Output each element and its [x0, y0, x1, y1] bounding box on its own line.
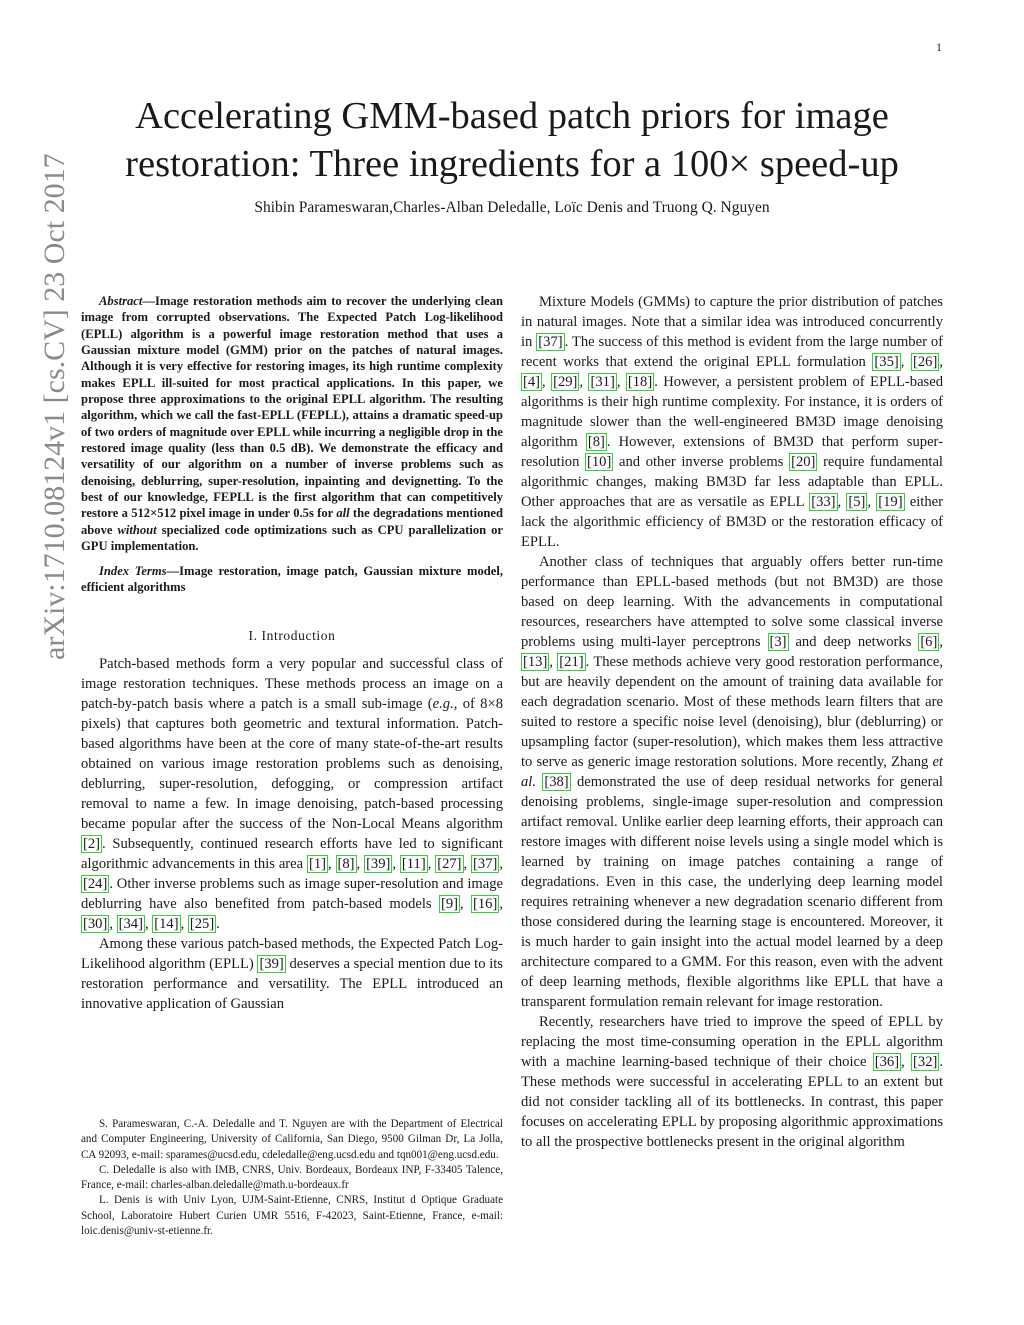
paragraph-text: . However, a persistent problem of EPLL-based algorithms is their high runtime complexity. For instance, it is orders of magnitude slower than the well-engineered BM3D image denoising algorithm — [521, 374, 944, 450]
citation-link[interactable]: [32] — [913, 1054, 938, 1070]
index-terms-label: Index Terms — [99, 563, 167, 578]
citation-link[interactable]: [21] — [559, 654, 584, 670]
citation-link[interactable]: [8] — [337, 856, 355, 873]
paragraph-text: . Subsequently, continued research efforts have led to significant algorithmic advancements in this area — [81, 836, 503, 873]
body-paragraph — [521, 1012, 943, 1152]
arxiv-identifier-text: arXiv:1710.08124v1 [cs.CV] 23 Oct 2017 — [38, 153, 71, 660]
citation-link[interactable]: [34] — [118, 916, 143, 933]
paragraph-text: Mixture Models (GMMs) to capture the prior distribution of patches in natural images. Note that a similar idea was introduced concurrently in — [521, 294, 943, 350]
paragraph-text: , — [542, 374, 552, 390]
citation-link[interactable]: [31] — [590, 374, 615, 390]
paragraph-text: , — [939, 634, 943, 650]
citation-link[interactable]: [24] — [83, 876, 108, 893]
citation-link[interactable]: [36] — [874, 1054, 900, 1070]
left-body — [81, 654, 503, 1014]
paragraph-text: , — [180, 916, 188, 933]
citation-link[interactable]: [6] — [920, 634, 938, 650]
body-paragraph — [81, 654, 503, 934]
title-line-1: Accelerating GMM-based patch priors for image — [135, 95, 889, 137]
paragraph-text: , — [463, 856, 472, 873]
paragraph-text: , — [901, 1054, 912, 1070]
abstract-label: Abstract — [99, 294, 143, 308]
citation-link[interactable]: [26] — [913, 354, 938, 370]
citation-link[interactable]: [13] — [523, 654, 548, 670]
paragraph-text: require fundamental algorithmic changes, making BM3D far less adaptable than EPLL. Other approaches that are as versatile as EPLL — [521, 454, 943, 510]
left-column — [81, 293, 503, 1014]
paragraph-text: , — [328, 856, 336, 873]
citation-link[interactable]: [38] — [544, 774, 569, 790]
citation-link[interactable]: [8] — [587, 434, 605, 450]
paragraph-text: and other inverse problems — [613, 454, 790, 470]
citation-link[interactable]: [35] — [874, 354, 899, 370]
paragraph-text: , — [109, 916, 117, 933]
footnotes — [81, 1117, 503, 1239]
citation-link[interactable]: [16] — [473, 896, 498, 913]
abstract — [81, 293, 503, 555]
citation-link[interactable]: [29] — [553, 374, 578, 390]
paragraph-text: and deep networks — [788, 634, 919, 650]
citation-link[interactable]: [9] — [440, 896, 458, 913]
citation-link[interactable]: [37] — [473, 856, 498, 873]
paragraph-text: deserves a special mention due to its restoration performance and versatility. The EPLL introduced an innovative application of Gaussian — [81, 956, 503, 1013]
right-column — [521, 292, 943, 1152]
abstract-paragraph — [81, 293, 503, 555]
citation-link[interactable]: [25] — [189, 916, 215, 933]
paragraph-text: Patch-based methods form a very popular and successful class of image restoration techniques. These methods process an image on a patch-by-patch basis where a patch is a small sub-image ( — [81, 656, 503, 713]
citation-link[interactable]: [39] — [259, 956, 284, 973]
footnote-1: S. Parameswaran, C.-A. Deledalle and T. Nguyen are with the Department of Electrical and Computer Engineering, University of California, San Diego, 9500 Gilman Dr, La Jolla, CA 92093, e-mail: sparames@ucsd.edu, cdeledalle@eng.ucsd.edu and tqn001@eng.ucsd.edu. — [81, 1118, 503, 1161]
body-paragraph — [521, 552, 943, 1012]
paragraph-text: . The success of this method is evident from the large number of recent works that extend the original EPLL formulation — [521, 334, 944, 370]
citation-link[interactable]: [14] — [154, 916, 179, 933]
paragraph-text: . These methods achieve very good restoration performance, but are heavily dependent on the amount of training data available for each degradation scenario. Most of these methods learn filters that are suited to restore a specific noise level (denoising), blur (deblurring) or upsampling factor (super-resolution), which makes them less attractive to serve as generic image restoration solutions. More recently, Zhang — [521, 654, 944, 770]
abstract-text-3: specialized code optimizations such as CPU parallelization or GPU implementation. — [81, 522, 503, 554]
abstract-emph-without: without — [117, 522, 157, 537]
body-paragraph — [81, 934, 503, 1014]
page-number: 1 — [936, 40, 942, 54]
title-line-2: restoration: Three ingredients for a 100× speed-up — [125, 143, 899, 185]
paragraph-text: , — [549, 654, 558, 670]
paragraph-text: , — [499, 896, 503, 913]
paragraph-text: either lack the algorithmic efficiency of BM3D or the restoration efficacy of EPLL. — [521, 494, 943, 550]
emphasis-text: et al. — [521, 754, 943, 790]
footnote-3: L. Denis is with Univ Lyon, UJM-Saint-Etienne, CNRS, Institut d Optique Graduate School, Laboratoire Hubert Curien UMR 5516, F-42023, Saint-Etienne, France, e-mail: loic.denis@univ-st-etienne.fr. — [81, 1194, 503, 1238]
paper-title — [80, 92, 944, 188]
body-paragraph — [521, 292, 943, 552]
citation-link[interactable]: [10] — [587, 454, 612, 470]
paragraph-text: . These methods were successful in accelerating EPLL to an extent but did not consider tackling all of its bottlenecks. In contrast, this paper focuses on accelerating EPLL by proposing algorithmic approximations to all the prospective bottlenecks present in the original algorithm — [521, 1054, 944, 1150]
abstract-text: —Image restoration methods aim to recover the underlying clean image from corrupted observations. The Expected Patch Log-likelihood (EPLL) algorithm is a powerful image restoration method that uses a Gaussian mixture model (GMM) prior on the patches of natural images. Although it is very effective for restoring images, its high runtime complexity makes EPLL ill-suited for most practical applications. In this paper, we propose three approximations to the original EPLL algorithm. The resulting algorithm, which we call the fast-EPLL (FEPLL), attains a dramatic speed-up of two orders of magnitude over EPLL while incurring a negligible drop in the restored image quality (less than 0.5 dB). We demonstrate the efficacy and versatility of our algorithm on a number of inverse problems such as denoising, deblurring, super-resolution, inpainting and devignetting. To the best of our knowledge, FEPLL is the first algorithm that can competitively restore a 512×512 pixel image in under 0.5s for — [81, 294, 503, 521]
abstract-emph-all: all — [336, 506, 350, 521]
citation-link[interactable]: [20] — [791, 454, 816, 470]
citation-link[interactable]: [4] — [523, 374, 541, 390]
paragraph-text: , — [144, 916, 153, 933]
citation-link[interactable]: [18] — [627, 374, 653, 390]
citation-link[interactable]: [33] — [811, 494, 836, 510]
paragraph-text: , — [867, 494, 877, 510]
citation-link[interactable]: [19] — [878, 494, 903, 510]
footnote-2: C. Deledalle is also with IMB, CNRS, Univ. Bordeaux, Bordeaux INP, F-33405 Talence, France, e-mail: charles-alban.deledalle@math.u-bordeaux.fr — [81, 1163, 503, 1192]
paragraph-text: , — [427, 856, 436, 873]
paragraph-text: , of 8×8 pixels) that captures both geometric and textural information. Patch-based algorithms have been at the core of many state-of-the-art results obtained on various image restoration problems such as denoising, deblurring, super-resolution, defogging, or compression artifact removal to name a few. In image denoising, patch-based processing became popular after the success of the Non-Local Means algorithm — [81, 696, 503, 833]
citation-link[interactable]: [27] — [437, 856, 462, 873]
paragraph-text: , — [392, 856, 400, 873]
arxiv-identifier — [38, 153, 71, 660]
citation-link[interactable]: [30] — [83, 916, 108, 933]
paragraph-text: . Other inverse problems such as image super-resolution and image deblurring have also benefited from patch-based models — [81, 876, 503, 913]
paragraph-text: . However, extensions of BM3D that perform super-resolution — [521, 434, 943, 470]
paragraph-text: , — [939, 354, 943, 370]
paragraph-text: , — [356, 856, 365, 873]
index-terms-paragraph — [81, 563, 503, 596]
citation-link[interactable]: [3] — [769, 634, 787, 650]
paragraph-text: , — [616, 374, 626, 390]
paragraph-text: . — [216, 916, 220, 933]
citation-link[interactable]: [2] — [83, 836, 101, 853]
citation-link[interactable]: [39] — [366, 856, 391, 873]
index-terms-text: —Image restoration, image patch, Gaussian mixture model, efficient algorithms — [81, 563, 503, 594]
author-list: Shibin Parameswaran,Charles-Alban Deledalle, Loïc Denis and Truong Q. Nguyen — [254, 199, 770, 216]
paragraph-text: Among these various patch-based methods, the Expected Patch Log-Likelihood algorithm (EPLL) — [81, 936, 503, 973]
paragraph-text: , — [459, 896, 472, 913]
citation-link[interactable]: [5] — [848, 494, 866, 510]
paragraph-text: , — [837, 494, 847, 510]
section-heading-introduction: I. Introduction — [248, 628, 336, 644]
paragraph-text: , — [900, 354, 912, 370]
paragraph-text: demonstrated the use of deep residual networks for general denoising problems, single-image super-resolution and compression artifact removal. Unlike earlier deep learning efforts, their approach can restore images with different noise levels using a single model which is learned by training on image patches containing a range of degradations. Even in this case, the underlying deep learning model requires retraining whenever a new degradation scenario different from those considered during the learning stage is encountered. Moreover, it is much harder to gain insight into the actual model learned by a deep architecture compared to a GMM. For this reason, even with the advent of deep learning methods, flexible algorithms like EPLL that have a transparent formulation remain relevant for image restoration. — [521, 774, 943, 1010]
abstract-text-2: the degradations mentioned above — [81, 506, 503, 537]
paragraph-text: , — [579, 374, 589, 390]
citation-link[interactable]: [1] — [308, 856, 326, 873]
paragraph-text: Recently, researchers have tried to improve the speed of EPLL by replacing the most time-consuming operation in the EPLL algorithm with a machine learning-based technique of their choice — [521, 1014, 943, 1070]
citation-link[interactable]: [37] — [538, 334, 563, 350]
paragraph-text: Another class of techniques that arguably offers better run-time performance than EPLL-based methods (but not BM3D) are those based on deep learning. With the advancements in computational resources, researchers have attempted to solve some classical inverse problems using multi-layer perceptrons — [521, 554, 943, 650]
emphasis-text: e.g. — [432, 696, 454, 713]
paragraph-text: , — [499, 856, 504, 873]
citation-link[interactable]: [11] — [401, 856, 426, 873]
index-terms — [81, 563, 503, 596]
